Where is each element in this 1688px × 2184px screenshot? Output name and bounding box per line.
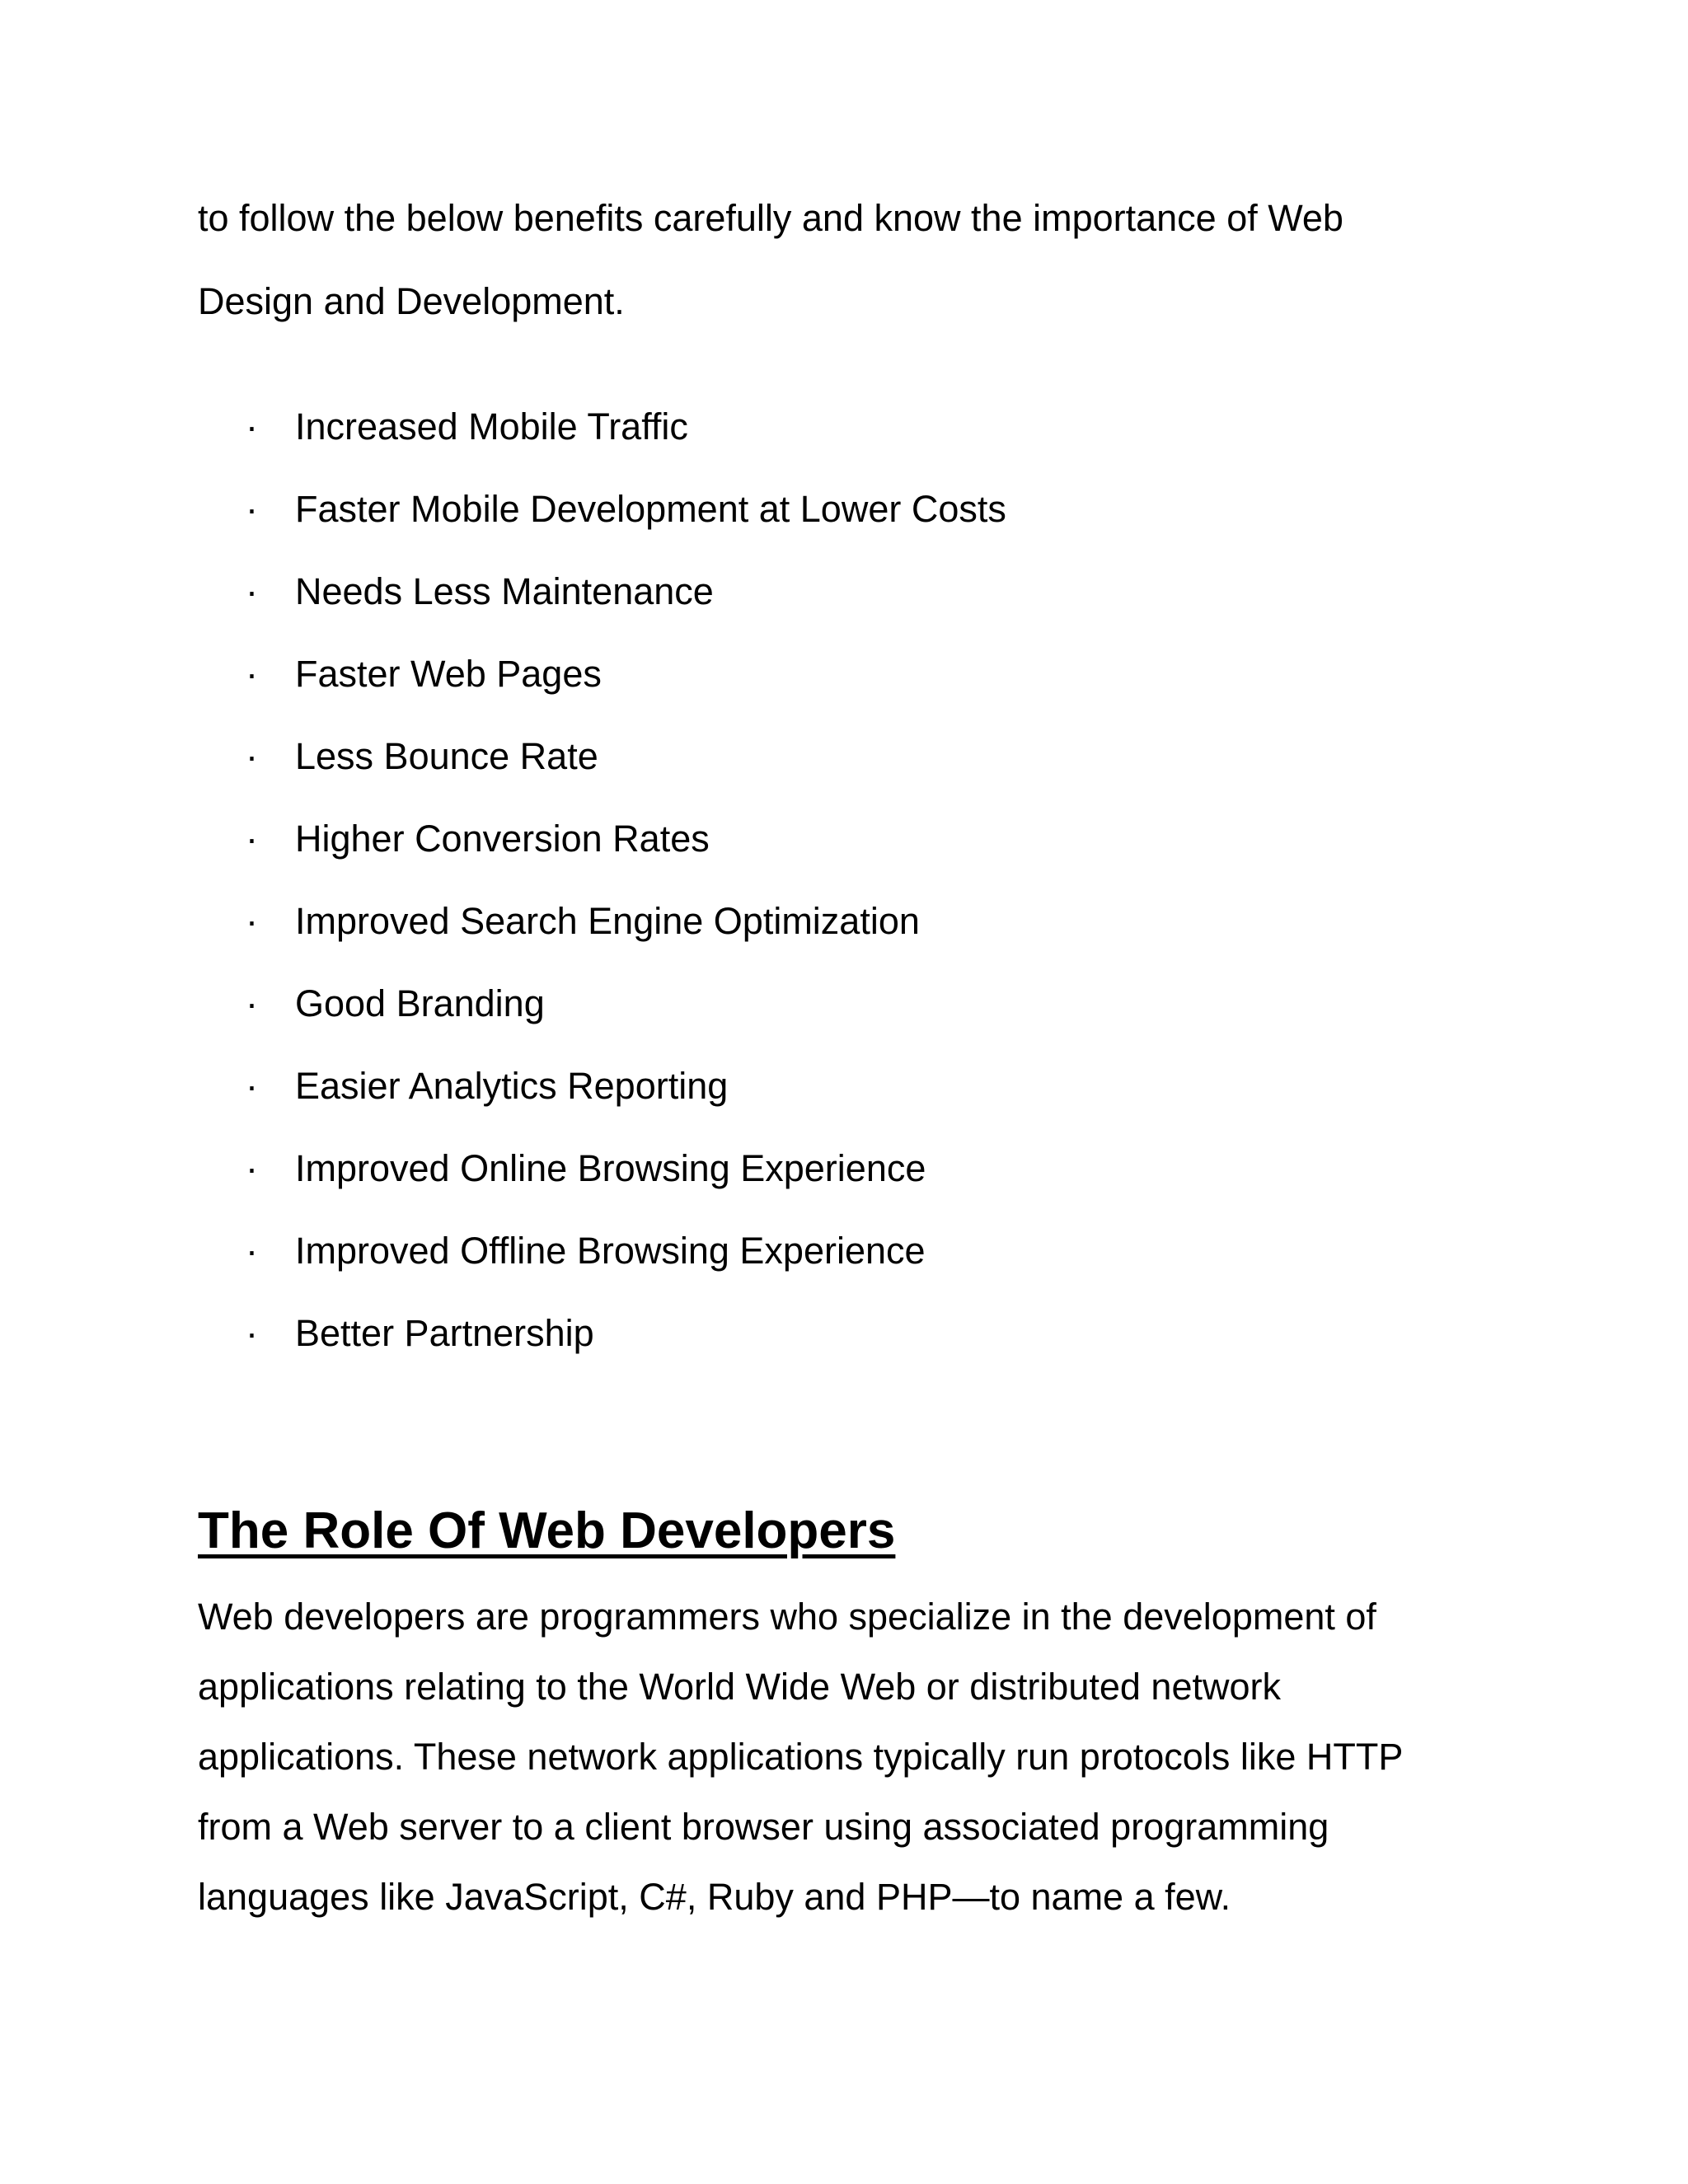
bullet-icon: ·	[246, 982, 258, 1024]
paragraph-line-3: applications. These network applications typically run protocols like HTTP	[198, 1736, 1404, 1778]
bullet-icon: ·	[246, 488, 258, 530]
bullet-icon: ·	[246, 1065, 258, 1107]
list-item-label: Improved Offline Browsing Experience	[295, 1230, 926, 1272]
list-item-label: Improved Search Engine Optimization	[295, 900, 920, 942]
bullet-icon: ·	[246, 570, 258, 612]
bullet-icon: ·	[246, 653, 258, 695]
list-item-label: Improved Online Browsing Experience	[295, 1147, 926, 1189]
list-item-label: Faster Web Pages	[295, 653, 602, 695]
list-item-label: Good Branding	[295, 982, 545, 1024]
bullet-icon: ·	[246, 1312, 258, 1354]
bullet-icon: ·	[246, 900, 258, 942]
paragraph-line-2: applications relating to the World Wide Web or distributed network	[198, 1666, 1281, 1708]
list-item-label: Less Bounce Rate	[295, 735, 598, 777]
bullet-icon: ·	[246, 1230, 258, 1272]
list-item-label: Better Partnership	[295, 1312, 594, 1354]
bullet-icon: ·	[246, 1147, 258, 1189]
list-item-label: Increased Mobile Traffic	[295, 405, 688, 448]
section-heading: The Role Of Web Developers	[198, 1502, 896, 1559]
list-item-label: Easier Analytics Reporting	[295, 1065, 729, 1107]
intro-text-line-2: Design and Development.	[198, 280, 625, 322]
paragraph-line-5: languages like JavaScript, C#, Ruby and PHP—to name a few.	[198, 1876, 1231, 1918]
list-item-label: Needs Less Maintenance	[295, 570, 714, 612]
list-item-label: Faster Mobile Development at Lower Costs	[295, 488, 1006, 530]
intro-text-line-1: to follow the below benefits carefully and know the importance of Web	[198, 197, 1343, 239]
bullet-icon: ·	[246, 735, 258, 777]
bullet-icon: ·	[246, 405, 258, 448]
list-item-label: Higher Conversion Rates	[295, 818, 710, 860]
paragraph-line-4: from a Web server to a client browser using associated programming	[198, 1806, 1329, 1848]
paragraph-line-1: Web developers are programmers who specialize in the development of	[198, 1596, 1376, 1638]
bullet-icon: ·	[246, 818, 258, 860]
